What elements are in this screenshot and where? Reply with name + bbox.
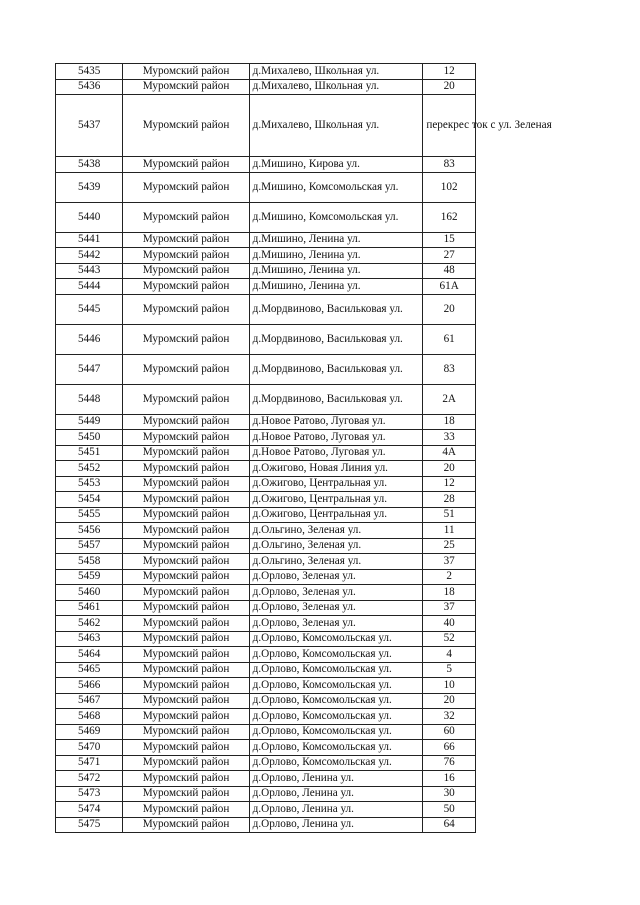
address-cell: д.Михалево, Школьная ул. (249, 95, 423, 157)
row-number-cell: 5456 (56, 523, 123, 539)
row-number-cell: 5471 (56, 755, 123, 771)
district-cell: Муромский район (123, 616, 249, 632)
district-cell: Муромский район (123, 172, 249, 202)
row-number-cell: 5469 (56, 724, 123, 740)
district-cell: Муромский район (123, 724, 249, 740)
row-number-cell: 5473 (56, 786, 123, 802)
address-cell: д.Орлово, Ленина ул. (249, 802, 423, 818)
row-number-cell: 5448 (56, 384, 123, 414)
district-cell: Муромский район (123, 384, 249, 414)
row-number-cell: 5470 (56, 740, 123, 756)
address-cell: д.Орлово, Зеленая ул. (249, 600, 423, 616)
address-cell: д.Михалево, Школьная ул. (249, 79, 423, 95)
district-cell: Муромский район (123, 157, 249, 173)
house-number-cell: 10 (423, 678, 476, 694)
row-number-cell: 5452 (56, 461, 123, 477)
table-row (56, 461, 476, 477)
district-cell: Муромский район (123, 414, 249, 430)
table-row (56, 95, 476, 157)
row-number-cell: 5443 (56, 263, 123, 279)
address-cell: д.Мордвиново, Васильковая ул. (249, 294, 423, 324)
table-row (56, 771, 476, 787)
district-cell: Муромский район (123, 202, 249, 232)
row-number-cell: 5441 (56, 232, 123, 248)
district-cell: Муромский район (123, 64, 249, 80)
house-number-cell: 83 (423, 354, 476, 384)
address-cell: д.Орлово, Комсомольская ул. (249, 631, 423, 647)
address-cell: д.Орлово, Комсомольская ул. (249, 755, 423, 771)
house-number-cell: 51 (423, 507, 476, 523)
row-number-cell: 5454 (56, 492, 123, 508)
row-number-cell: 5438 (56, 157, 123, 173)
district-cell: Муромский район (123, 817, 249, 833)
house-number-cell: 76 (423, 755, 476, 771)
address-cell: д.Мишино, Ленина ул. (249, 232, 423, 248)
table-row (56, 430, 476, 446)
address-cell: д.Орлово, Комсомольская ул. (249, 662, 423, 678)
row-number-cell: 5449 (56, 414, 123, 430)
table-row (56, 802, 476, 818)
house-number-cell: 28 (423, 492, 476, 508)
row-number-cell: 5435 (56, 64, 123, 80)
district-cell: Муромский район (123, 324, 249, 354)
row-number-cell: 5459 (56, 569, 123, 585)
address-cell: д.Орлово, Зеленая ул. (249, 569, 423, 585)
address-cell: д.Мордвиново, Васильковая ул. (249, 324, 423, 354)
row-number-cell: 5461 (56, 600, 123, 616)
address-cell: д.Орлово, Зеленая ул. (249, 616, 423, 632)
row-number-cell: 5440 (56, 202, 123, 232)
district-cell: Муромский район (123, 600, 249, 616)
table-row (56, 172, 476, 202)
row-number-cell: 5451 (56, 445, 123, 461)
district-cell: Муромский район (123, 430, 249, 446)
district-cell: Муромский район (123, 445, 249, 461)
district-cell: Муромский район (123, 538, 249, 554)
table-row (56, 585, 476, 601)
house-number-cell: 25 (423, 538, 476, 554)
address-cell: д.Орлово, Ленина ул. (249, 786, 423, 802)
table-row (56, 414, 476, 430)
district-cell: Муромский район (123, 647, 249, 663)
house-number-cell: 102 (423, 172, 476, 202)
district-cell: Муромский район (123, 678, 249, 694)
row-number-cell: 5455 (56, 507, 123, 523)
table-row (56, 647, 476, 663)
district-cell: Муромский район (123, 232, 249, 248)
district-cell: Муромский район (123, 248, 249, 264)
row-number-cell: 5472 (56, 771, 123, 787)
district-cell: Муромский район (123, 569, 249, 585)
row-number-cell: 5466 (56, 678, 123, 694)
district-cell: Муромский район (123, 79, 249, 95)
table-row (56, 569, 476, 585)
table-row (56, 324, 476, 354)
district-cell: Муромский район (123, 461, 249, 477)
house-number-cell: 27 (423, 248, 476, 264)
table-row (56, 279, 476, 295)
house-number-cell: 20 (423, 461, 476, 477)
house-number-cell: 2 (423, 569, 476, 585)
house-number-cell: перекрес ток с ул. Зеленая (423, 95, 476, 157)
row-number-cell: 5439 (56, 172, 123, 202)
address-cell: д.Ольгино, Зеленая ул. (249, 523, 423, 539)
row-number-cell: 5475 (56, 817, 123, 833)
row-number-cell: 5474 (56, 802, 123, 818)
address-cell: д.Орлово, Комсомольская ул. (249, 678, 423, 694)
district-cell: Муромский район (123, 354, 249, 384)
table-row (56, 678, 476, 694)
row-number-cell: 5464 (56, 647, 123, 663)
house-number-cell: 16 (423, 771, 476, 787)
district-cell: Муромский район (123, 786, 249, 802)
address-table-body (56, 64, 552, 833)
table-row (56, 232, 476, 248)
row-number-cell: 5462 (56, 616, 123, 632)
row-number-cell: 5467 (56, 693, 123, 709)
row-number-cell: 5465 (56, 662, 123, 678)
table-row (56, 445, 476, 461)
row-number-cell: 5444 (56, 279, 123, 295)
house-number-cell: 15 (423, 232, 476, 248)
district-cell: Муромский район (123, 631, 249, 647)
address-cell: д.Орлово, Комсомольская ул. (249, 709, 423, 725)
address-cell: д.Орлово, Комсомольская ул. (249, 740, 423, 756)
house-number-cell: 50 (423, 802, 476, 818)
address-cell: д.Ольгино, Зеленая ул. (249, 554, 423, 570)
district-cell: Муромский район (123, 476, 249, 492)
house-number-cell: 20 (423, 294, 476, 324)
house-number-cell: 20 (423, 79, 476, 95)
row-number-cell: 5445 (56, 294, 123, 324)
table-row (56, 476, 476, 492)
house-number-cell: 20 (423, 693, 476, 709)
table-row (56, 724, 476, 740)
table-row (56, 523, 476, 539)
address-cell: д.Мордвиново, Васильковая ул. (249, 354, 423, 384)
house-number-cell: 4А (423, 445, 476, 461)
house-number-cell: 12 (423, 64, 476, 80)
table-row (56, 294, 476, 324)
address-cell: д.Ожигово, Центральная ул. (249, 476, 423, 492)
house-number-cell: 11 (423, 523, 476, 539)
district-cell: Муромский район (123, 585, 249, 601)
table-row (56, 693, 476, 709)
house-number-cell: 30 (423, 786, 476, 802)
row-number-cell: 5458 (56, 554, 123, 570)
house-number-cell: 37 (423, 600, 476, 616)
address-cell: д.Новое Ратово, Луговая ул. (249, 430, 423, 446)
district-cell: Муромский район (123, 554, 249, 570)
table-row (56, 263, 476, 279)
district-cell: Муромский район (123, 279, 249, 295)
table-row (56, 600, 476, 616)
house-number-cell: 33 (423, 430, 476, 446)
table-row (56, 709, 476, 725)
district-cell: Муромский район (123, 294, 249, 324)
house-number-cell: 4 (423, 647, 476, 663)
address-cell: д.Мордвиново, Васильковая ул. (249, 384, 423, 414)
house-number-cell: 162 (423, 202, 476, 232)
row-number-cell: 5447 (56, 354, 123, 384)
table-row (56, 507, 476, 523)
house-number-cell: 2А (423, 384, 476, 414)
table-row (56, 248, 476, 264)
table-row (56, 662, 476, 678)
table-row (56, 64, 476, 80)
table-row (56, 786, 476, 802)
address-cell: д.Ожигово, Новая Линия ул. (249, 461, 423, 477)
table-row (56, 755, 476, 771)
house-number-cell: 40 (423, 616, 476, 632)
row-number-cell: 5437 (56, 95, 123, 157)
address-cell: д.Ожигово, Центральная ул. (249, 507, 423, 523)
table-row (56, 492, 476, 508)
row-number-cell: 5468 (56, 709, 123, 725)
table-row (56, 354, 476, 384)
row-number-cell: 5463 (56, 631, 123, 647)
address-cell: д.Орлово, Зеленая ул. (249, 585, 423, 601)
address-cell: д.Орлово, Ленина ул. (249, 817, 423, 833)
address-cell: д.Михалево, Школьная ул. (249, 64, 423, 80)
house-number-cell: 37 (423, 554, 476, 570)
district-cell: Муромский район (123, 740, 249, 756)
table-row (56, 740, 476, 756)
house-number-cell: 48 (423, 263, 476, 279)
house-number-cell: 5 (423, 662, 476, 678)
table-row (56, 538, 476, 554)
address-cell: д.Мишино, Ленина ул. (249, 263, 423, 279)
district-cell: Муромский район (123, 802, 249, 818)
address-cell: д.Орлово, Комсомольская ул. (249, 647, 423, 663)
address-table (55, 63, 552, 833)
house-number-cell: 66 (423, 740, 476, 756)
district-cell: Муромский район (123, 507, 249, 523)
address-cell: д.Мишино, Ленина ул. (249, 279, 423, 295)
district-cell: Муромский район (123, 755, 249, 771)
district-cell: Муромский район (123, 771, 249, 787)
table-row (56, 817, 476, 833)
district-cell: Муромский район (123, 492, 249, 508)
table-row (56, 554, 476, 570)
address-cell: д.Мишино, Кирова ул. (249, 157, 423, 173)
table-row (56, 79, 476, 95)
address-cell: д.Орлово, Комсомольская ул. (249, 724, 423, 740)
row-number-cell: 5457 (56, 538, 123, 554)
table-row (56, 384, 476, 414)
house-number-cell: 32 (423, 709, 476, 725)
district-cell: Муромский район (123, 662, 249, 678)
house-number-cell: 83 (423, 157, 476, 173)
house-number-cell: 18 (423, 585, 476, 601)
row-number-cell: 5450 (56, 430, 123, 446)
address-cell: д.Орлово, Ленина ул. (249, 771, 423, 787)
table-row (56, 616, 476, 632)
house-number-cell: 64 (423, 817, 476, 833)
house-number-cell: 12 (423, 476, 476, 492)
address-cell: д.Мишино, Комсомольская ул. (249, 202, 423, 232)
house-number-cell: 60 (423, 724, 476, 740)
house-number-cell: 61 (423, 324, 476, 354)
house-number-cell: 18 (423, 414, 476, 430)
table-row (56, 631, 476, 647)
district-cell: Муромский район (123, 523, 249, 539)
address-cell: д.Новое Ратово, Луговая ул. (249, 414, 423, 430)
address-cell: д.Ожигово, Центральная ул. (249, 492, 423, 508)
row-number-cell: 5446 (56, 324, 123, 354)
house-number-cell: 61А (423, 279, 476, 295)
district-cell: Муромский район (123, 709, 249, 725)
address-cell: д.Новое Ратово, Луговая ул. (249, 445, 423, 461)
address-cell: д.Мишино, Ленина ул. (249, 248, 423, 264)
row-number-cell: 5453 (56, 476, 123, 492)
address-cell: д.Орлово, Комсомольская ул. (249, 693, 423, 709)
house-number-cell: 52 (423, 631, 476, 647)
district-cell: Муромский район (123, 693, 249, 709)
table-row (56, 157, 476, 173)
address-cell: д.Ольгино, Зеленая ул. (249, 538, 423, 554)
row-number-cell: 5436 (56, 79, 123, 95)
district-cell: Муромский район (123, 95, 249, 157)
table-row (56, 202, 476, 232)
row-number-cell: 5460 (56, 585, 123, 601)
district-cell: Муромский район (123, 263, 249, 279)
address-cell: д.Мишино, Комсомольская ул. (249, 172, 423, 202)
row-number-cell: 5442 (56, 248, 123, 264)
